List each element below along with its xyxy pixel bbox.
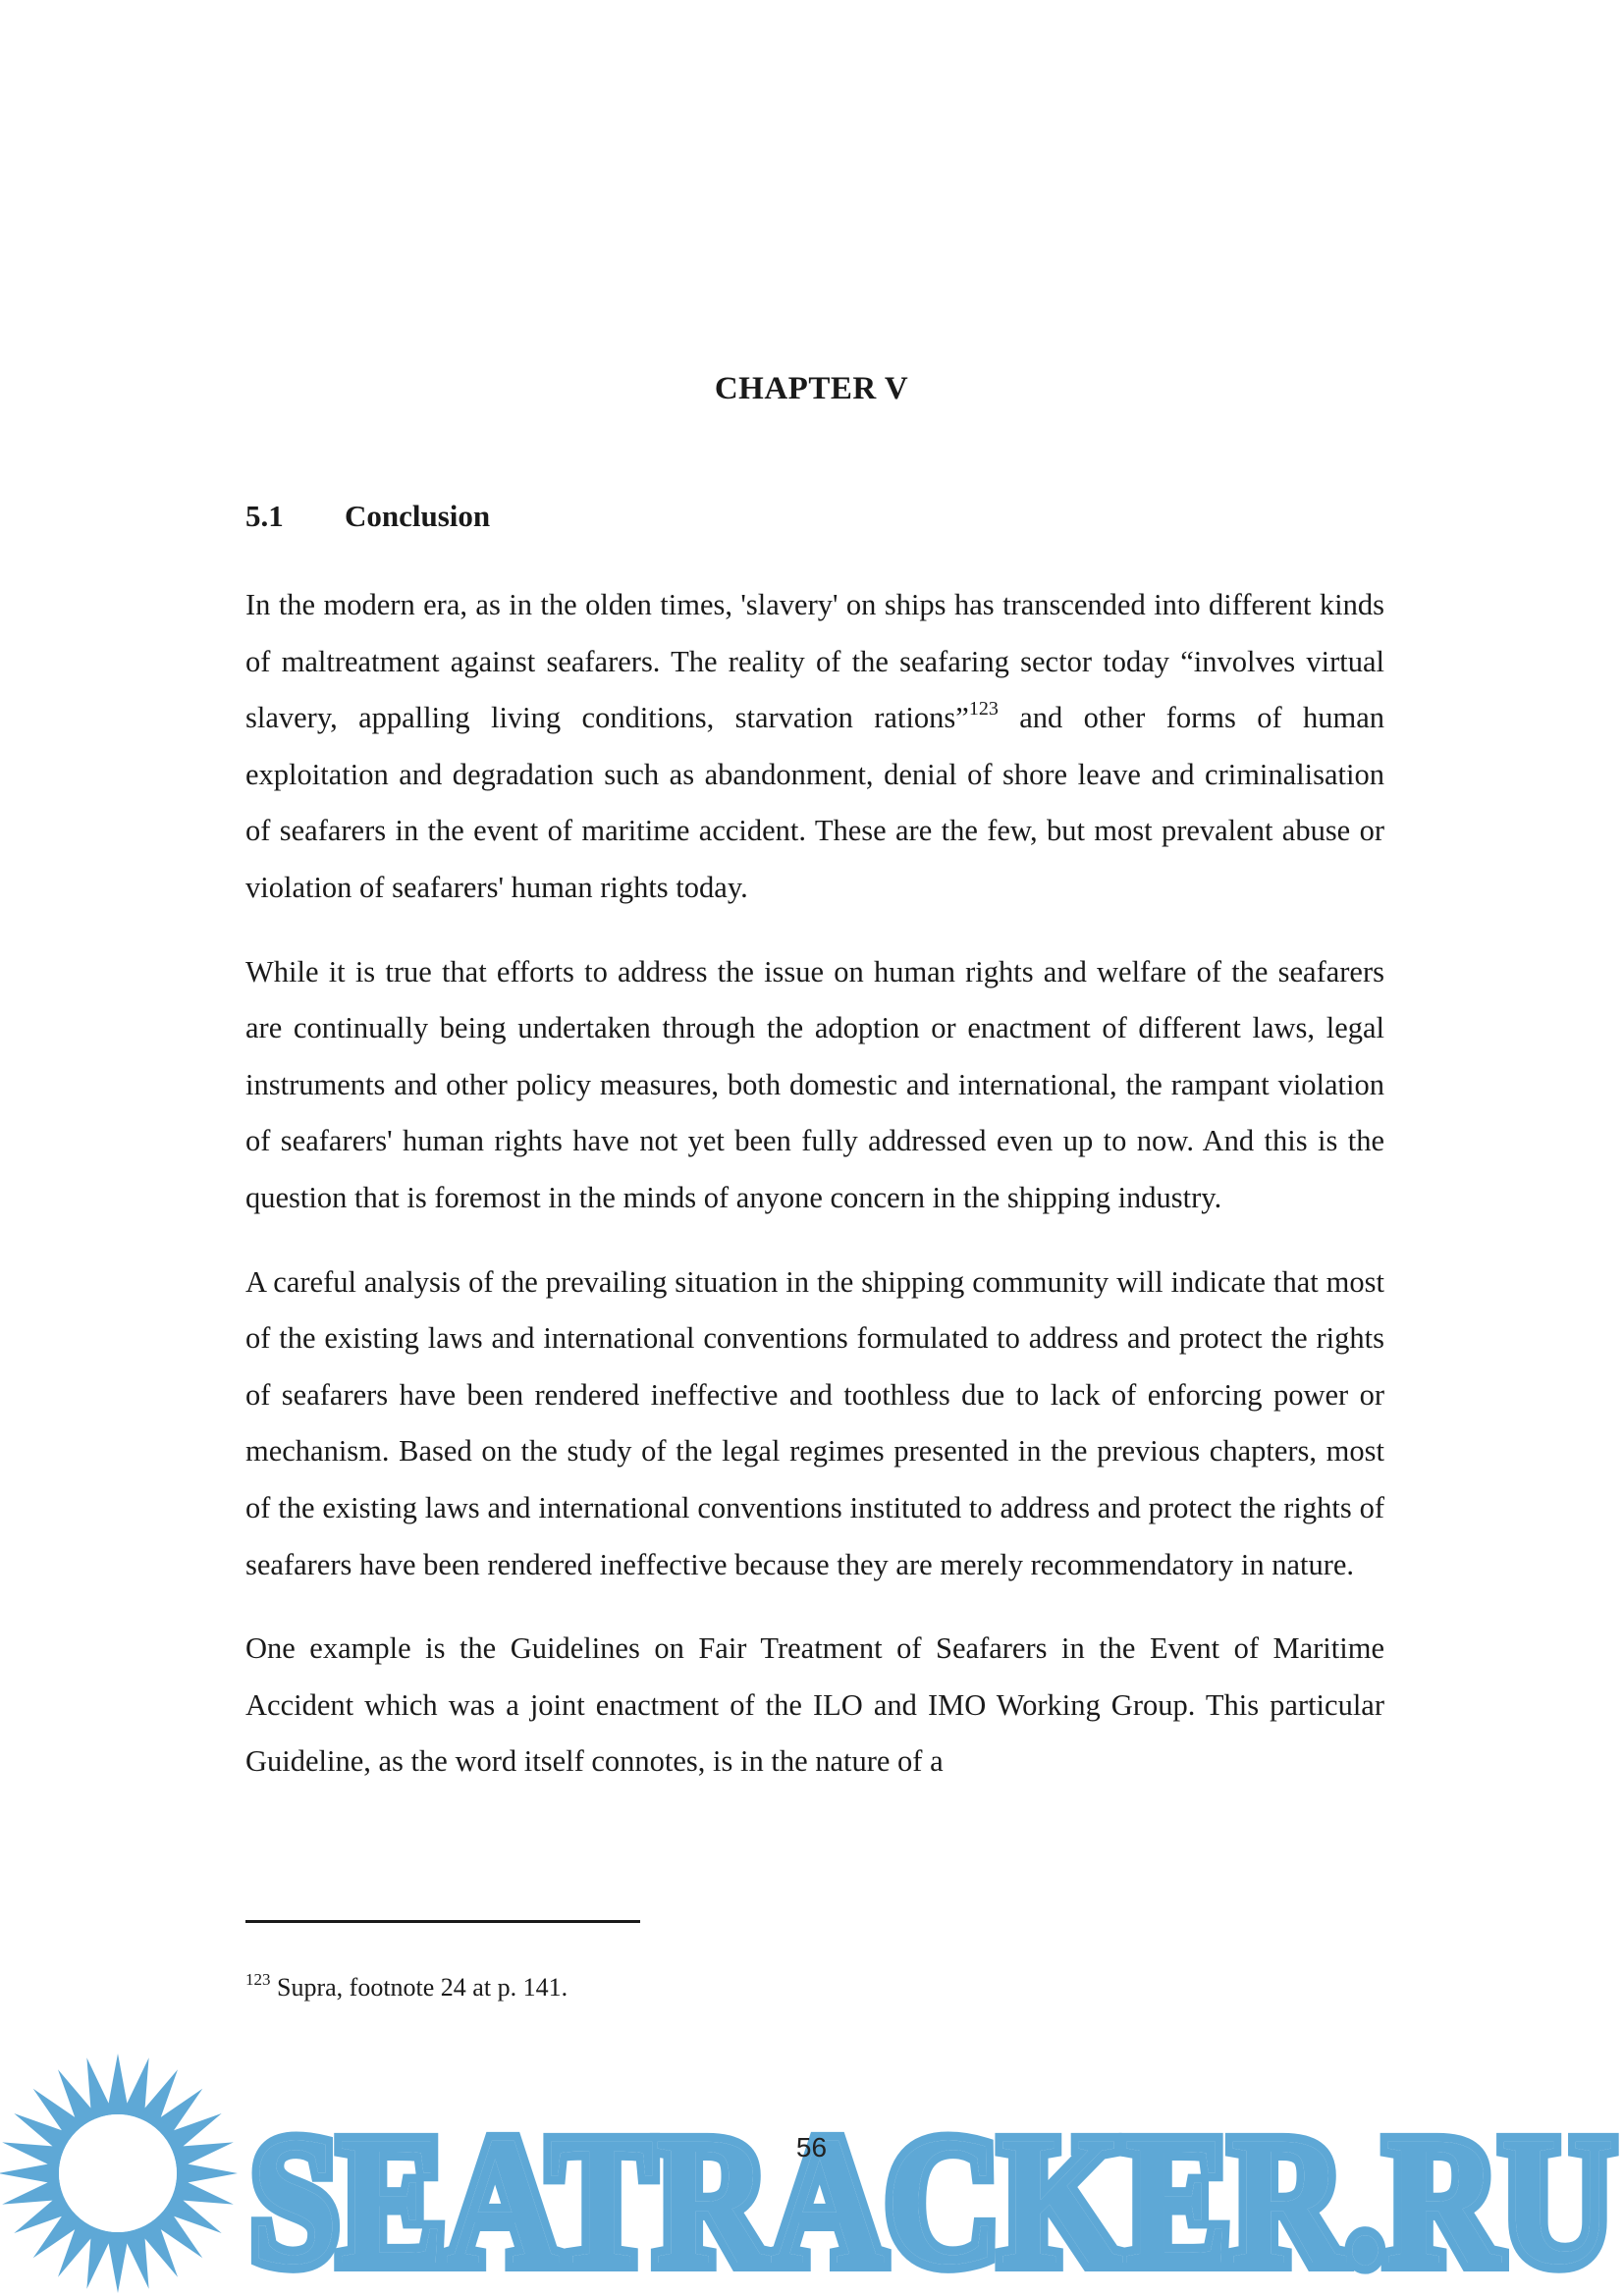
- paragraph: While it is true that efforts to address the issue on human rights and welfare of the seafarers are continually being undertaken through the adoption or enactment of different laws, legal instruments and other policy measures, both domestic and international, the rampant violation of seafarers' human rights have not yet been fully addressed even up to now. And this is the question that is foremost in the minds of anyone concern in the shipping industry.: [245, 954, 1384, 1214]
- paragraph: A careful analysis of the prevailing situation in the shipping community will indicate that most of the existing laws and international conventions formulated to address and protect the rights of seafarers have been rendered ineffective and toothless due to lack of enforcing power or mechanism. Based on the study of the legal regimes presented in the previous chapters, most of the existing laws and international conventions instituted to address and protect the rights of seafarers have been rendered ineffective because they are merely recommendatory in nature.: [245, 1264, 1384, 1581]
- footnote-text: Supra, footnote 24 at p. 141.: [270, 1973, 568, 2002]
- paragraph: One example is the Guidelines on Fair Treatment of Seafarers in the Event of Maritime Accident which was a joint enactment of the ILO and IMO Working Group. This particular Guideline, as the word itself connotes, is in the nature of a: [245, 1631, 1384, 1779]
- footnote-reference: 123: [968, 698, 999, 721]
- section-number: 5.1: [245, 499, 284, 533]
- sun-logo-icon: [0, 2054, 238, 2293]
- section-heading: [245, 499, 490, 534]
- paragraph-text: and other forms of human exploitation and degradation such as abandonment, denial of shore leave and criminalisation of seafarers in the event of maritime accident. These are the few, but most prevalent abuse or violation of seafarers' human rights today.: [245, 701, 1384, 904]
- watermark-text-fill: SEATRACKER.RU: [250, 2098, 1615, 2296]
- watermark: [0, 2052, 1623, 2296]
- watermark-text: SEATRACKER.RU: [250, 2098, 1615, 2296]
- paragraph-text: In the modern era, as in the olden times, 'slavery' on ships has transcended into different kinds of maltreatment against seafarers. The reality of the seafaring sector today “involves virtual slavery, appalling living conditions, starvation rations”: [245, 588, 1384, 735]
- footnote-marker: 123: [245, 1970, 271, 1989]
- paragraph: [245, 577, 1384, 917]
- chapter-title: CHAPTER V: [714, 371, 909, 406]
- page-number: 56: [795, 2132, 828, 2163]
- section-title: Conclusion: [345, 499, 491, 533]
- body-text: [245, 577, 1384, 1818]
- footnote: [245, 1970, 568, 2002]
- footnote-separator: [245, 1920, 640, 1923]
